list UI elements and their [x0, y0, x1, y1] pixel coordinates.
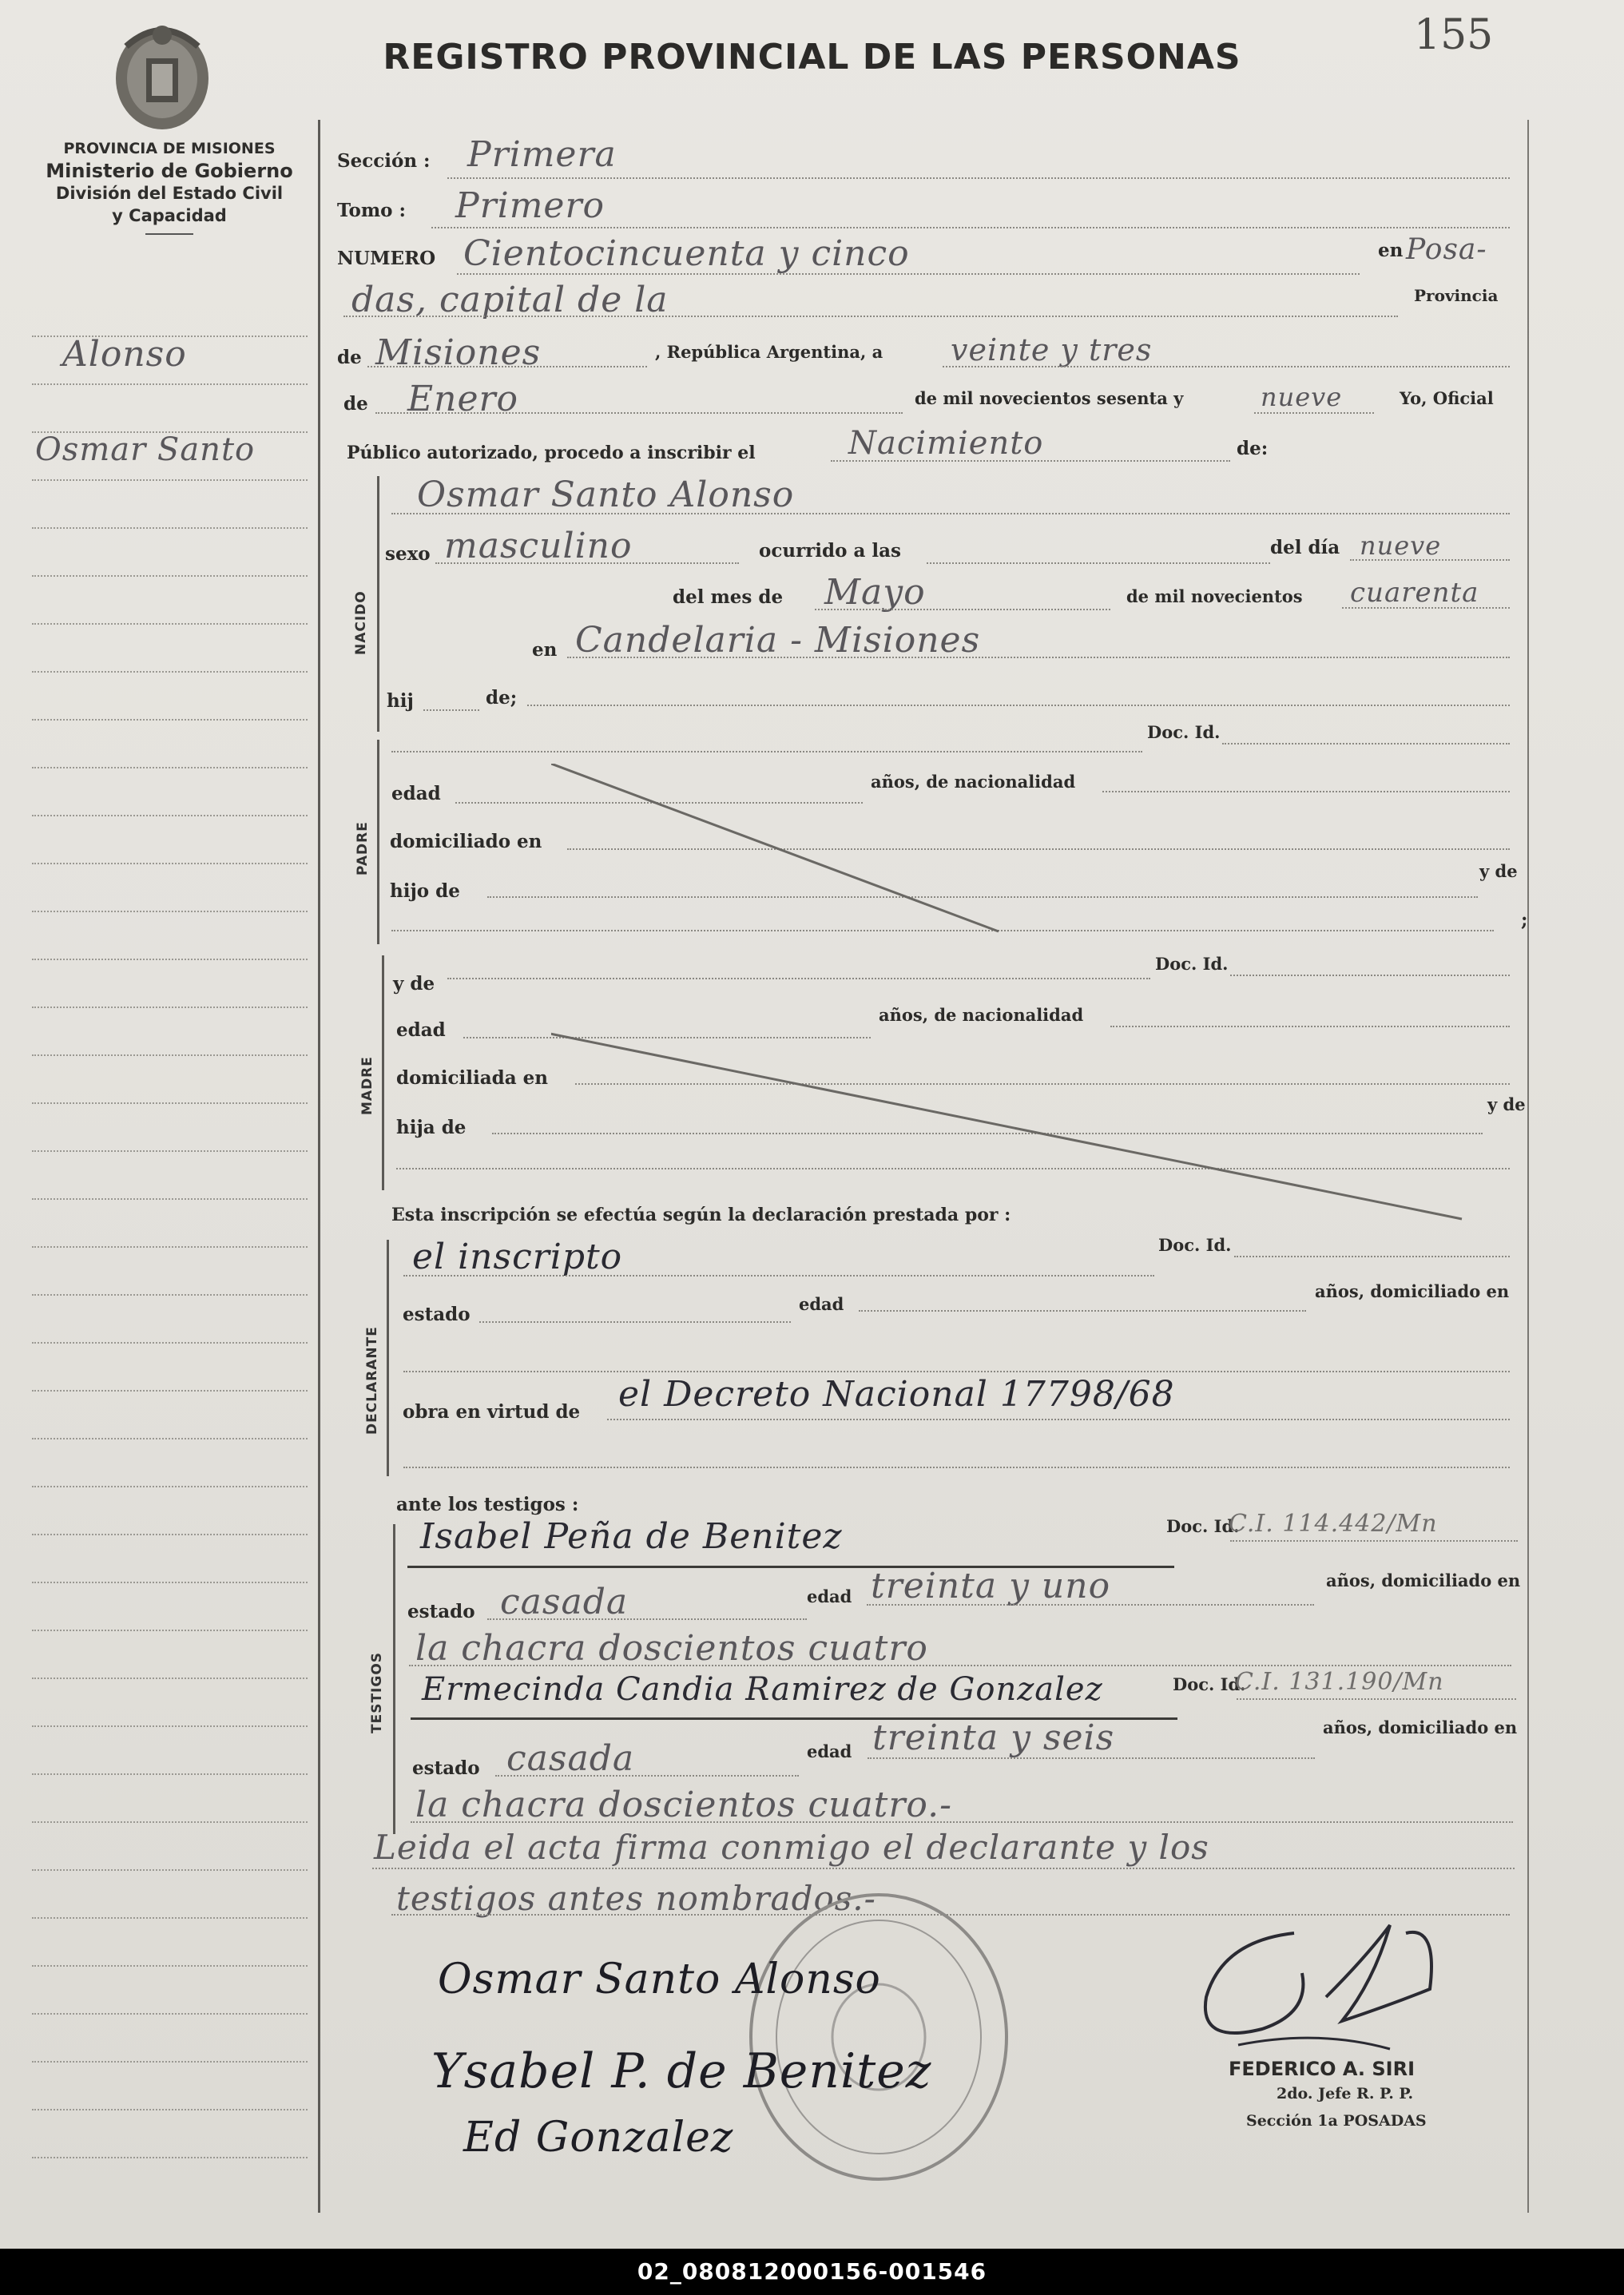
section-nacido: NACIDO [353, 590, 369, 655]
value-dia: veinte y tres [951, 332, 1153, 367]
label-anos-dom-declarante: años, domiciliado en [1315, 1281, 1510, 1301]
section-madre: MADRE [359, 1056, 375, 1115]
value-declarante: el inscripto [412, 1237, 623, 1277]
label-edad-madre: edad [396, 1019, 446, 1041]
label-estado-testigo2: estado [412, 1757, 480, 1779]
label-hijo-de: hijo de [390, 880, 460, 902]
label-hij: hij [387, 690, 414, 712]
madre-bracket [382, 955, 384, 1190]
label-de-colon: de: [1237, 438, 1269, 459]
official-name: FEDERICO A. SIRI [1229, 2058, 1416, 2080]
value-city-a: Posa- [1406, 233, 1487, 266]
margin-given-names: Osmar Santo [35, 431, 256, 468]
institution-ministry: Ministerio de Gobierno [46, 160, 293, 182]
label-domiciliado-padre: domiciliado en [390, 831, 542, 852]
registry-title: REGISTRO PROVINCIAL DE LAS PERSONAS [383, 37, 1241, 77]
label-doc-id-declarante: Doc. Id. [1158, 1235, 1232, 1255]
value-testigo2-edad: treinta y seis [872, 1717, 1115, 1758]
label-seccion: Sección : [337, 150, 431, 172]
right-border [1527, 120, 1529, 2213]
value-testigo1-dom: la chacra doscientos cuatro [415, 1628, 928, 1669]
label-anos-nac-padre: años, de nacionalidad [871, 772, 1076, 792]
label-doc-id-testigo2: Doc. Id. [1173, 1674, 1246, 1694]
note-leida-1: Leida el acta firma conmigo el declarante y los [374, 1828, 1209, 1867]
label-anos-dom-testigo2: años, domiciliado en [1323, 1717, 1518, 1737]
label-de-semi: de; [486, 687, 518, 709]
label-ocurrido: ocurrido a las [759, 540, 901, 562]
label-republica: , República Argentina, a [655, 342, 883, 362]
value-city-b: das, capital de la [351, 280, 669, 320]
official-section: Sección 1a POSADAS [1246, 2112, 1427, 2130]
label-de-mil-nov: de mil novecientos [1126, 586, 1303, 606]
label-edad-testigo2: edad [807, 1741, 852, 1761]
label-esta-inscripcion: Esta inscripción se efectúa según la declaración prestada por : [391, 1205, 1011, 1225]
section-testigos: TESTIGOS [369, 1651, 385, 1733]
label-doc-id-madre: Doc. Id. [1155, 954, 1229, 974]
label-sexo: sexo [385, 543, 431, 565]
label-doc-id-testigo1: Doc. Id. [1166, 1516, 1240, 1536]
value-tomo: Primero [455, 185, 605, 226]
institution-division: División del Estado Civil [55, 184, 284, 203]
label-y-de-padre: y de [1479, 861, 1518, 881]
official-signature-scribble [1190, 1909, 1446, 2077]
label-y-de-madre: y de [393, 973, 435, 995]
margin-surname: Alonso [62, 334, 187, 375]
value-numero: Cientocincuenta y cinco [463, 233, 910, 274]
value-anio: nueve [1261, 382, 1343, 412]
label-tomo: Tomo : [337, 200, 406, 221]
value-testigo2-estado: casada [506, 1738, 635, 1779]
value-decreto: el Decreto Nacional 17798/68 [618, 1374, 1175, 1415]
padre-bracket [377, 740, 379, 944]
coat-of-arms-icon [102, 14, 222, 134]
nacido-bracket [377, 476, 379, 732]
label-provincia: Provincia [1414, 286, 1499, 305]
section-padre: PADRE [355, 821, 371, 876]
testigos-bracket [393, 1524, 395, 1834]
institution-block [18, 137, 321, 235]
value-provincia: Misiones [375, 332, 542, 373]
label-numero: NUMERO [337, 248, 436, 269]
label-doc-id-padre: Doc. Id. [1147, 722, 1221, 742]
label-estado-declarante: estado [403, 1304, 471, 1325]
label-del-mes: del mes de [673, 586, 784, 608]
margin-divider [318, 120, 320, 2213]
label-publico: Público autorizado, procedo a inscribir el [347, 443, 756, 463]
label-anos-dom-testigo1: años, domiciliado en [1326, 1570, 1521, 1590]
value-mes: Enero [407, 379, 519, 419]
label-hija-de: hija de [396, 1117, 467, 1138]
value-testigo1-name: Isabel Peña de Benitez [420, 1516, 843, 1557]
note-leida-2: testigos antes nombrados.- [396, 1879, 876, 1918]
official-seal-stamp [743, 1885, 1015, 2189]
signature-testigo1: Ysabel P. de Benitez [431, 2043, 932, 2099]
label-edad-testigo1: edad [807, 1586, 852, 1606]
value-testigo1-edad: treinta y uno [871, 1566, 1111, 1606]
cancel-line [551, 764, 1478, 1227]
institution-province: PROVINCIA DE MISIONES [63, 140, 276, 157]
label-en: en [1378, 240, 1404, 261]
institution-capacity: y Capacidad [112, 206, 227, 225]
value-anio-nac: cuarenta [1350, 577, 1479, 609]
value-lugar: Candelaria - Misiones [575, 620, 981, 661]
signature-inscripto: Osmar Santo Alonso [438, 1956, 881, 2003]
value-dia-nac: nueve [1360, 530, 1442, 561]
label-edad-padre: edad [391, 783, 441, 804]
label-de-2: de [343, 393, 368, 415]
value-testigo1-estado: casada [500, 1582, 629, 1622]
official-title: 2do. Jefe R. P. P. [1277, 2085, 1414, 2102]
label-estado-testigo1: estado [407, 1601, 475, 1622]
value-testigo2-name: Ermecinda Candia Ramirez de Gonzalez [422, 1671, 1103, 1708]
label-anos-nac-madre: años, de nacionalidad [879, 1005, 1084, 1025]
label-y-de-madre-end: y de [1487, 1094, 1526, 1114]
value-nombre: Osmar Santo Alonso [417, 474, 795, 515]
file-id-strip: 02_080812000156-001546 [0, 2249, 1624, 2295]
label-edad-declarante: edad [799, 1294, 844, 1314]
value-testigo1-doc: C.I. 114.442/Mn [1229, 1510, 1438, 1538]
section-declarante: DECLARANTE [364, 1326, 380, 1435]
label-yo-oficial: Yo, Oficial [1400, 388, 1494, 408]
label-del-dia: del día [1270, 537, 1340, 558]
declarante-bracket [387, 1240, 389, 1476]
label-domiciliada-madre: domiciliada en [396, 1067, 548, 1089]
label-de: de [337, 347, 362, 368]
label-semicolon: ; [1521, 909, 1528, 931]
value-testigo2-doc: C.I. 131.190/Mn [1235, 1668, 1444, 1696]
label-obra-virtud: obra en virtud de [403, 1401, 581, 1423]
signature-testigo2: Ed Gonzalez [463, 2114, 734, 2162]
label-en-lugar: en [532, 639, 558, 661]
value-testigo2-dom: la chacra doscientos cuatro.- [415, 1785, 952, 1825]
label-ante-testigos: ante los testigos : [396, 1494, 579, 1515]
value-mes-nac: Mayo [824, 572, 926, 613]
value-sexo: masculino [444, 526, 633, 566]
value-seccion: Primera [467, 134, 617, 175]
page-number: 155 [1414, 11, 1494, 59]
label-de-mil: de mil novecientos sesenta y [915, 388, 1184, 408]
value-acto: Nacimiento [848, 425, 1044, 462]
